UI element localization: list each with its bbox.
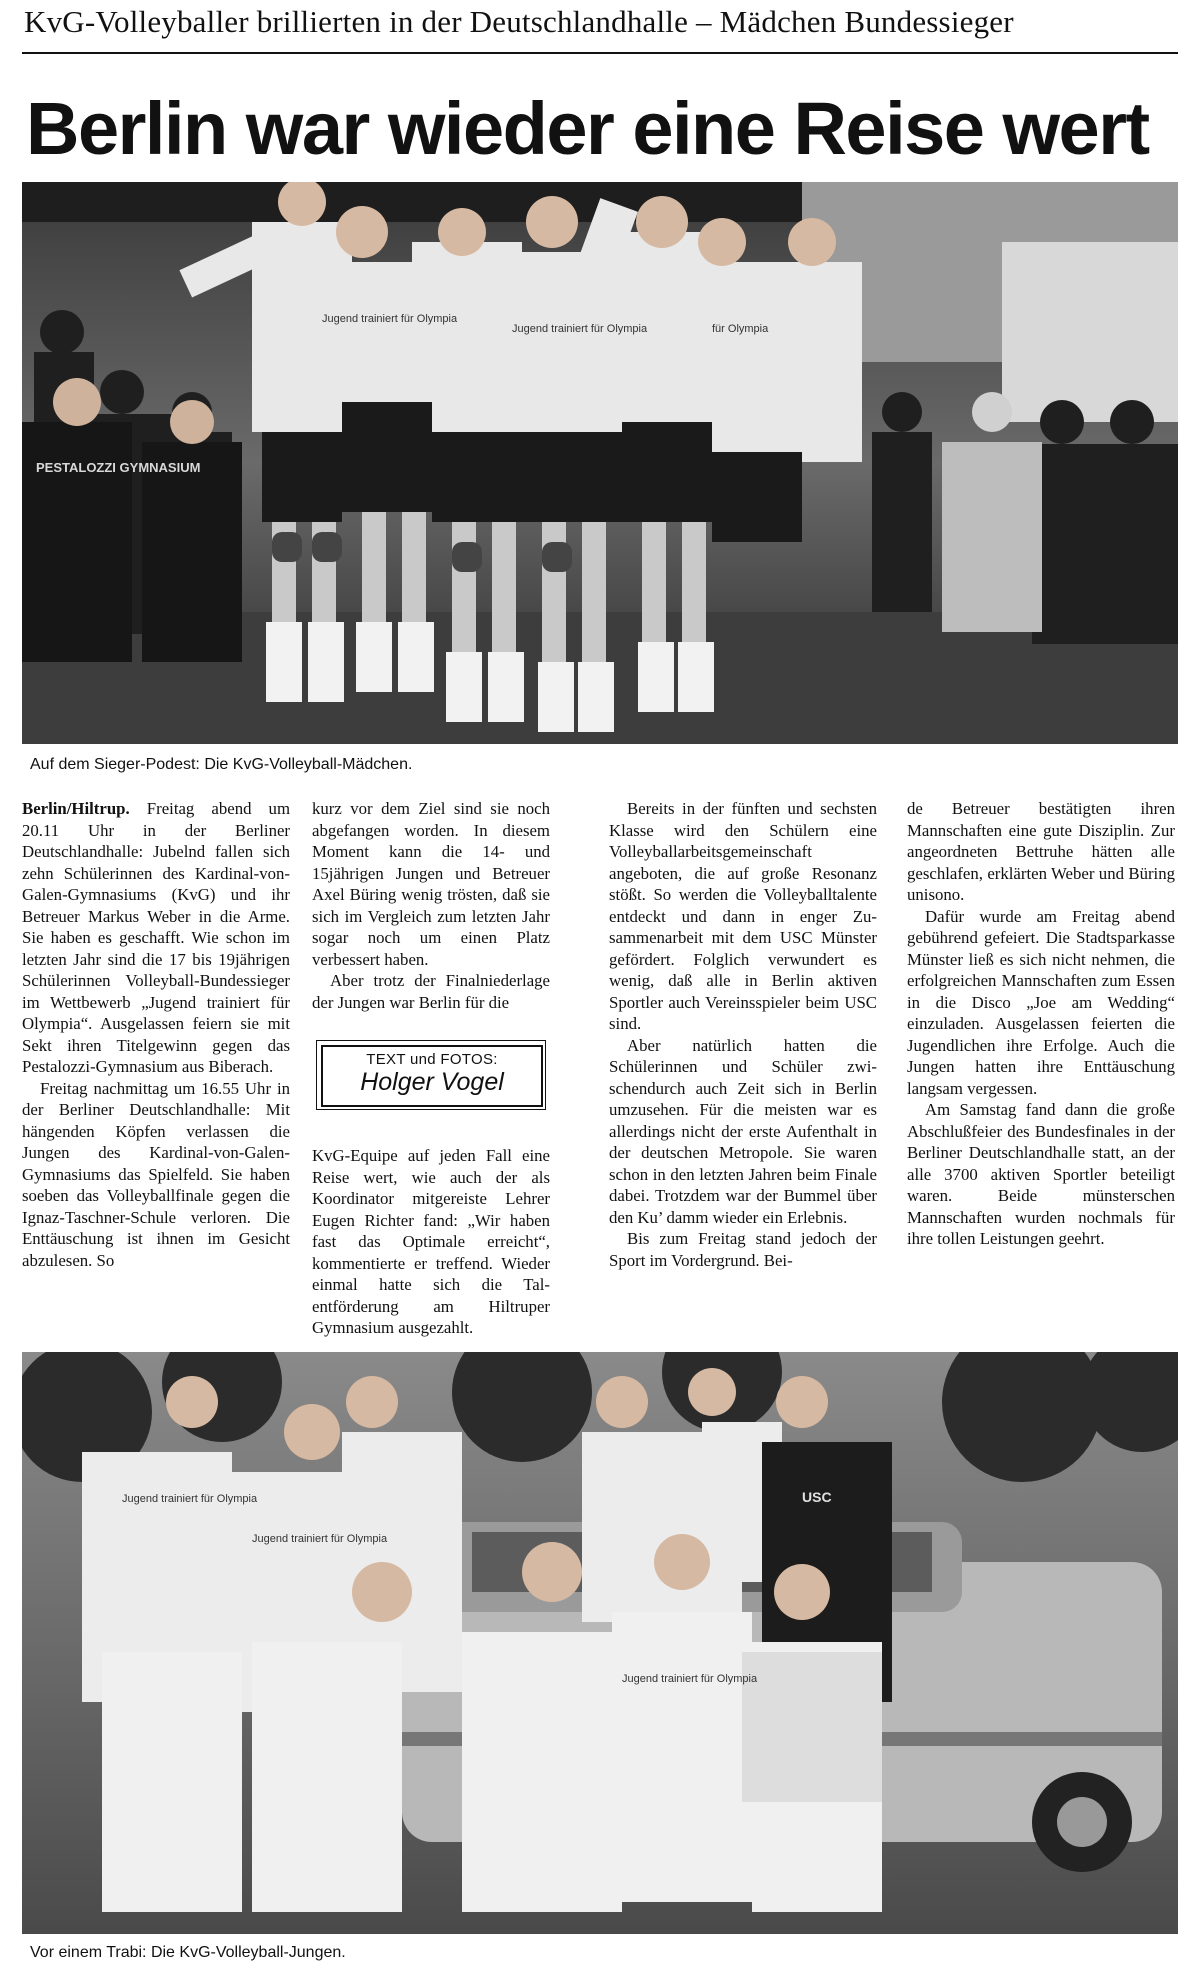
c2-p3: KvG-Equipe auf jeden Fall eine Reise wert, wie auch der als Koordinator mitgereiste Lehrer Eugen Richter fand: „Wir haben fast das Optimale erreicht“, kommentierte er treffend. Wieder einmal hatte sich die Talentförderung am Hiltruper Gymnasium ausgezahlt.	[312, 1146, 550, 1337]
c1-p2: Freitag nachmittag um 16.55 Uhr in der Berliner Deutschlandhalle: Mit hängenden Köpfen verlassen die Jungen des Kardinal-von-Galen-Gymnasiums das Spielfeld. Sie haben soeben das Volleyballfinale gegen die Ignaz-Taschner-Schule verloren. Die Enttäuschung ist ihnen im Gesicht abzulesen. So	[22, 1078, 290, 1270]
c4-p3: Am Samstag fand dann die große Abschlußfeier des Bundesfinales in der Berliner Deutschlandhalle statt, an der alle 3700 aktiven Sportler beteiligt waren. Beide münsterschen Mannschaften wurden nochmals für ihre tollen Leistungen geehrt.	[907, 1100, 1175, 1248]
c4-p1: de Betreuer bestätigten ihren Mannschaften eine gute Disziplin. Zur angeordneten Bettruhe hätten alle geschlafen, erklärten Weber und Büring unisono.	[907, 799, 1175, 904]
kicker-rule	[22, 52, 1178, 54]
kicker-line: KvG-Volleyballer brillierten in der Deutschlandhalle – Mädchen Bundessieger	[24, 4, 1014, 39]
caption-bottom: Vor einem Trabi: Die KvG-Volleyball-Jungen.	[30, 1944, 346, 1961]
c2-p2: Aber trotz der Finalniederlage der Jungen war Berlin für die	[312, 971, 550, 1012]
column-2-top	[312, 798, 550, 1028]
jacket-text: USC	[802, 1489, 832, 1505]
headline: Berlin war wieder eine Reise wert	[26, 87, 1149, 170]
c4-p2: Dafür wurde am Freitag abend gebührend gefeiert. Die Stadtsparkasse Münster ließ es sich nicht nehmen, die erfolgreichen Mannschaften zum Essen in die Disco „Joe am Wedding“ einzuladen. Ausgelassen feierten die Jugendlichen ihre Erfolge. Auch die Jungen hatten ihre Enttäuschung langsam vergessen.	[907, 906, 1175, 1098]
shirt-text-b3: Jugend trainiert für Olympia	[622, 1673, 758, 1685]
shirt-text-3: für Olympia	[712, 323, 769, 335]
column-4	[907, 798, 1175, 1343]
shirt-text-b2: Jugend trainiert für Olympia	[252, 1533, 388, 1545]
c1-p1: Freitag abend um 20.11 Uhr in der Berliner Deutschlandhalle: Jubelnd fallen sich zehn Schülerinnen des Kardinal-von-Galen-Gymnasiums (KvG) und ihr Betreuer Markus Weber in die Arme. Sie haben es geschafft. Wie schon im letzten Jahr sind die 17 bis 19jährigen Schülerinnen Volleyball-Bundessieger im Wettbewerb „Jugend trainiert für Olympia“. Ausgelassen feiern sie mit Sekt ihren Titelgewinn gegen das Pestalozzi-Gymnasium aus Biberach.	[22, 799, 290, 1076]
c2-p1: kurz vor dem Ziel sind sie noch abgefangen worden. In diesem Moment kann die 14- und 15jährigen Jungen und Betreuer Axel Büring wenig trösten, daß sie sich im Vergleich zum letzten Jahr sogar noch um einen Platz verbessert haben.	[312, 799, 550, 969]
shirt-text-b1: Jugend trainiert für Olympia	[122, 1493, 258, 1505]
credit-label: TEXT und FOTOS:	[366, 1051, 498, 1068]
shirt-text-1: Jugend trainiert für Olympia	[322, 313, 458, 325]
c3-p3: Bis zum Freitag stand jedoch der Sport im Vordergrund. Bei-	[609, 1229, 877, 1270]
dateline: Berlin/Hiltrup.	[22, 799, 130, 818]
sweater-text: PESTALOZZI GYMNASIUM	[36, 460, 201, 475]
c3-p2: Aber natürlich hatten die Schülerinnen und Schüler zwischendurch auch Zeit sich in Berlin umzusehen. Für die meisten war es allerdings nicht der erste Aufenthalt in der deutschen Metropole. Sie waren schon in den letzten Jahren beim Finale dabei. Trotzdem war der Bummel über den Ku’ damm wieder ein Erlebnis.	[609, 1035, 877, 1227]
column-3	[609, 798, 877, 1343]
column-1	[22, 798, 290, 1343]
credit-box	[321, 1045, 543, 1107]
c3-p1: Bereits in der fünften und sechsten Klasse wird den Schülern eine Volleyballarbeitsgemeinschaft angeboten, die auf große Resonanz stößt. So werden die Volleyballtalente entdeckt und dann in enger Zusammenarbeit mit dem USC Münster gefördert. Folglich verwundert es wenig, daß alle in Berlin aktiven Sportler auch Vereinsspieler beim USC sind.	[609, 799, 877, 1033]
credit-author: Holger Vogel	[360, 1068, 504, 1096]
caption-top: Auf dem Sieger-Podest: Die KvG-Volleyball-Mädchen.	[30, 756, 413, 773]
photo-boys-trabi	[22, 1352, 1178, 1934]
photo-girls-podium	[22, 182, 1178, 744]
column-2-bottom	[312, 1145, 550, 1345]
shirt-text-2: Jugend trainiert für Olympia	[512, 323, 648, 335]
